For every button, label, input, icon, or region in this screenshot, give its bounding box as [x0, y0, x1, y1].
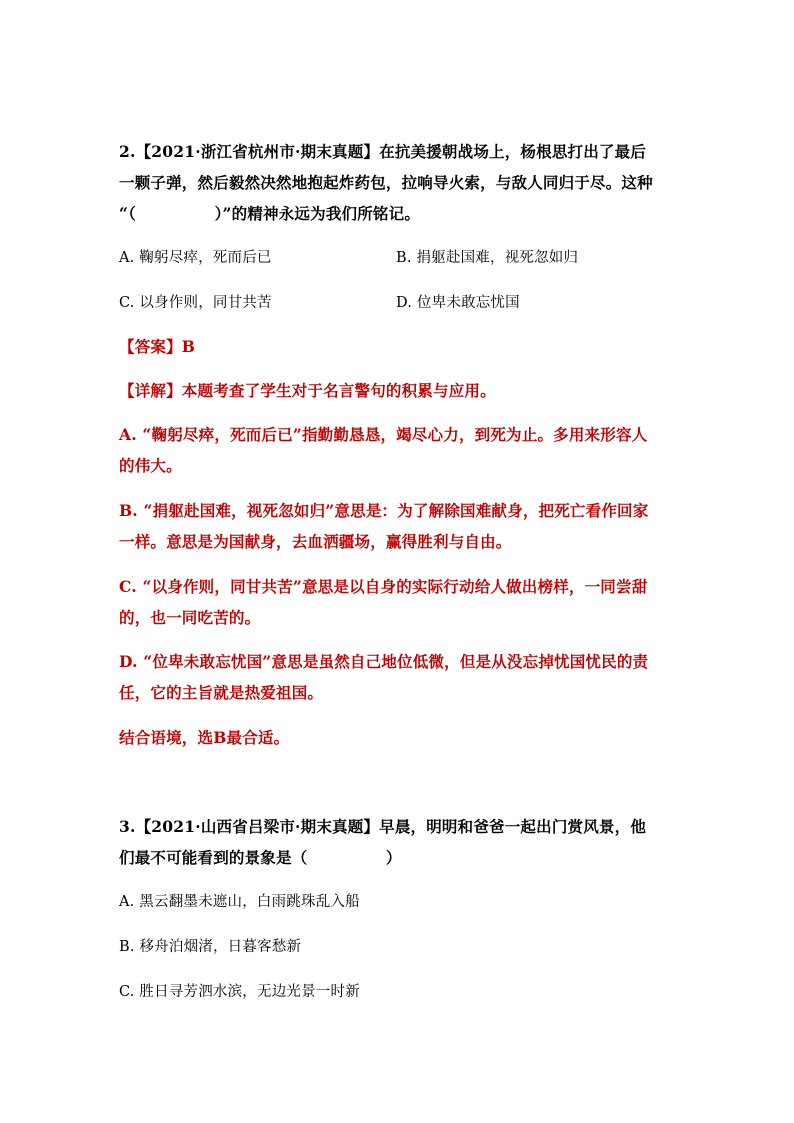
q2-explain-a-line-2: 的伟大。 — [119, 456, 182, 475]
q2-explain-d-line-1: D. “位卑未敢忘忧国”意思是虽然自己地位低微，但是从没忘掉忧国忧民的责 — [119, 652, 649, 671]
q2-option-b: B. 捐躯赴国难，视死忽如归 — [396, 250, 579, 266]
q3-option-b: B. 移舟泊烟渚，日暮客愁新 — [119, 939, 302, 955]
q2-explain-b-line-2: 一样。意思是为国献身，去血洒疆场，赢得胜利与自由。 — [119, 532, 512, 551]
q3-option-c: C. 胜日寻芳泗水滨，无边光景一时新 — [119, 984, 360, 1000]
q2-answer: 【答案】B — [119, 337, 196, 356]
q2-explain-c-line-2: 的，也一同吃苦的。 — [119, 608, 261, 627]
q2-option-a: A. 鞠躬尽瘁，死而后已 — [119, 250, 272, 266]
q2-stem-line-2: 一颗子弹，然后毅然决然地抱起炸药包，拉响导火索，与敌人同归于尽。这种 — [119, 173, 653, 192]
q2-option-d: D. 位卑未敢忘忧国 — [396, 295, 520, 311]
q2-explain-a-line-1: A. “鞠躬尽瘁，死而后已”指勤勤恳恳，竭尽心力，到死为止。多用来形容人 — [119, 425, 648, 444]
q3-option-a: A. 黑云翻墨未遮山，白雨跳珠乱入船 — [119, 894, 360, 910]
q2-stem-line-3: “（ ）”的精神永远为我们所铭记。 — [119, 204, 421, 223]
q3-stem-line-1: 3.【2021·山西省吕梁市·期末真题】早晨，明明和爸爸一起出门赏风景，他 — [119, 817, 647, 836]
q2-explain-d-line-2: 任，它的主旨就是热爱祖国。 — [119, 683, 324, 702]
q2-detail: 【详解】本题考查了学生对于名言警句的积累与应用。 — [119, 381, 496, 400]
q2-conclusion: 结合语境，选B最合适。 — [119, 728, 290, 747]
q3-stem-line-2: 们最不可能看到的景象是（ ） — [119, 848, 402, 867]
q2-explain-c-line-1: C. “以身作则，同甘共苦”意思是以自身的实际行动给人做出榜样，一同尝甜 — [119, 577, 648, 596]
q2-stem-line-1: 2.【2021·浙江省杭州市·期末真题】在抗美援朝战场上，杨根思打出了最后 — [119, 142, 647, 161]
q2-option-c: C. 以身作则，同甘共苦 — [119, 295, 272, 311]
q2-explain-b-line-1: B. “捐躯赴国难，视死忽如归”意思是：为了解除国难献身，把死亡看作回家 — [119, 501, 649, 520]
